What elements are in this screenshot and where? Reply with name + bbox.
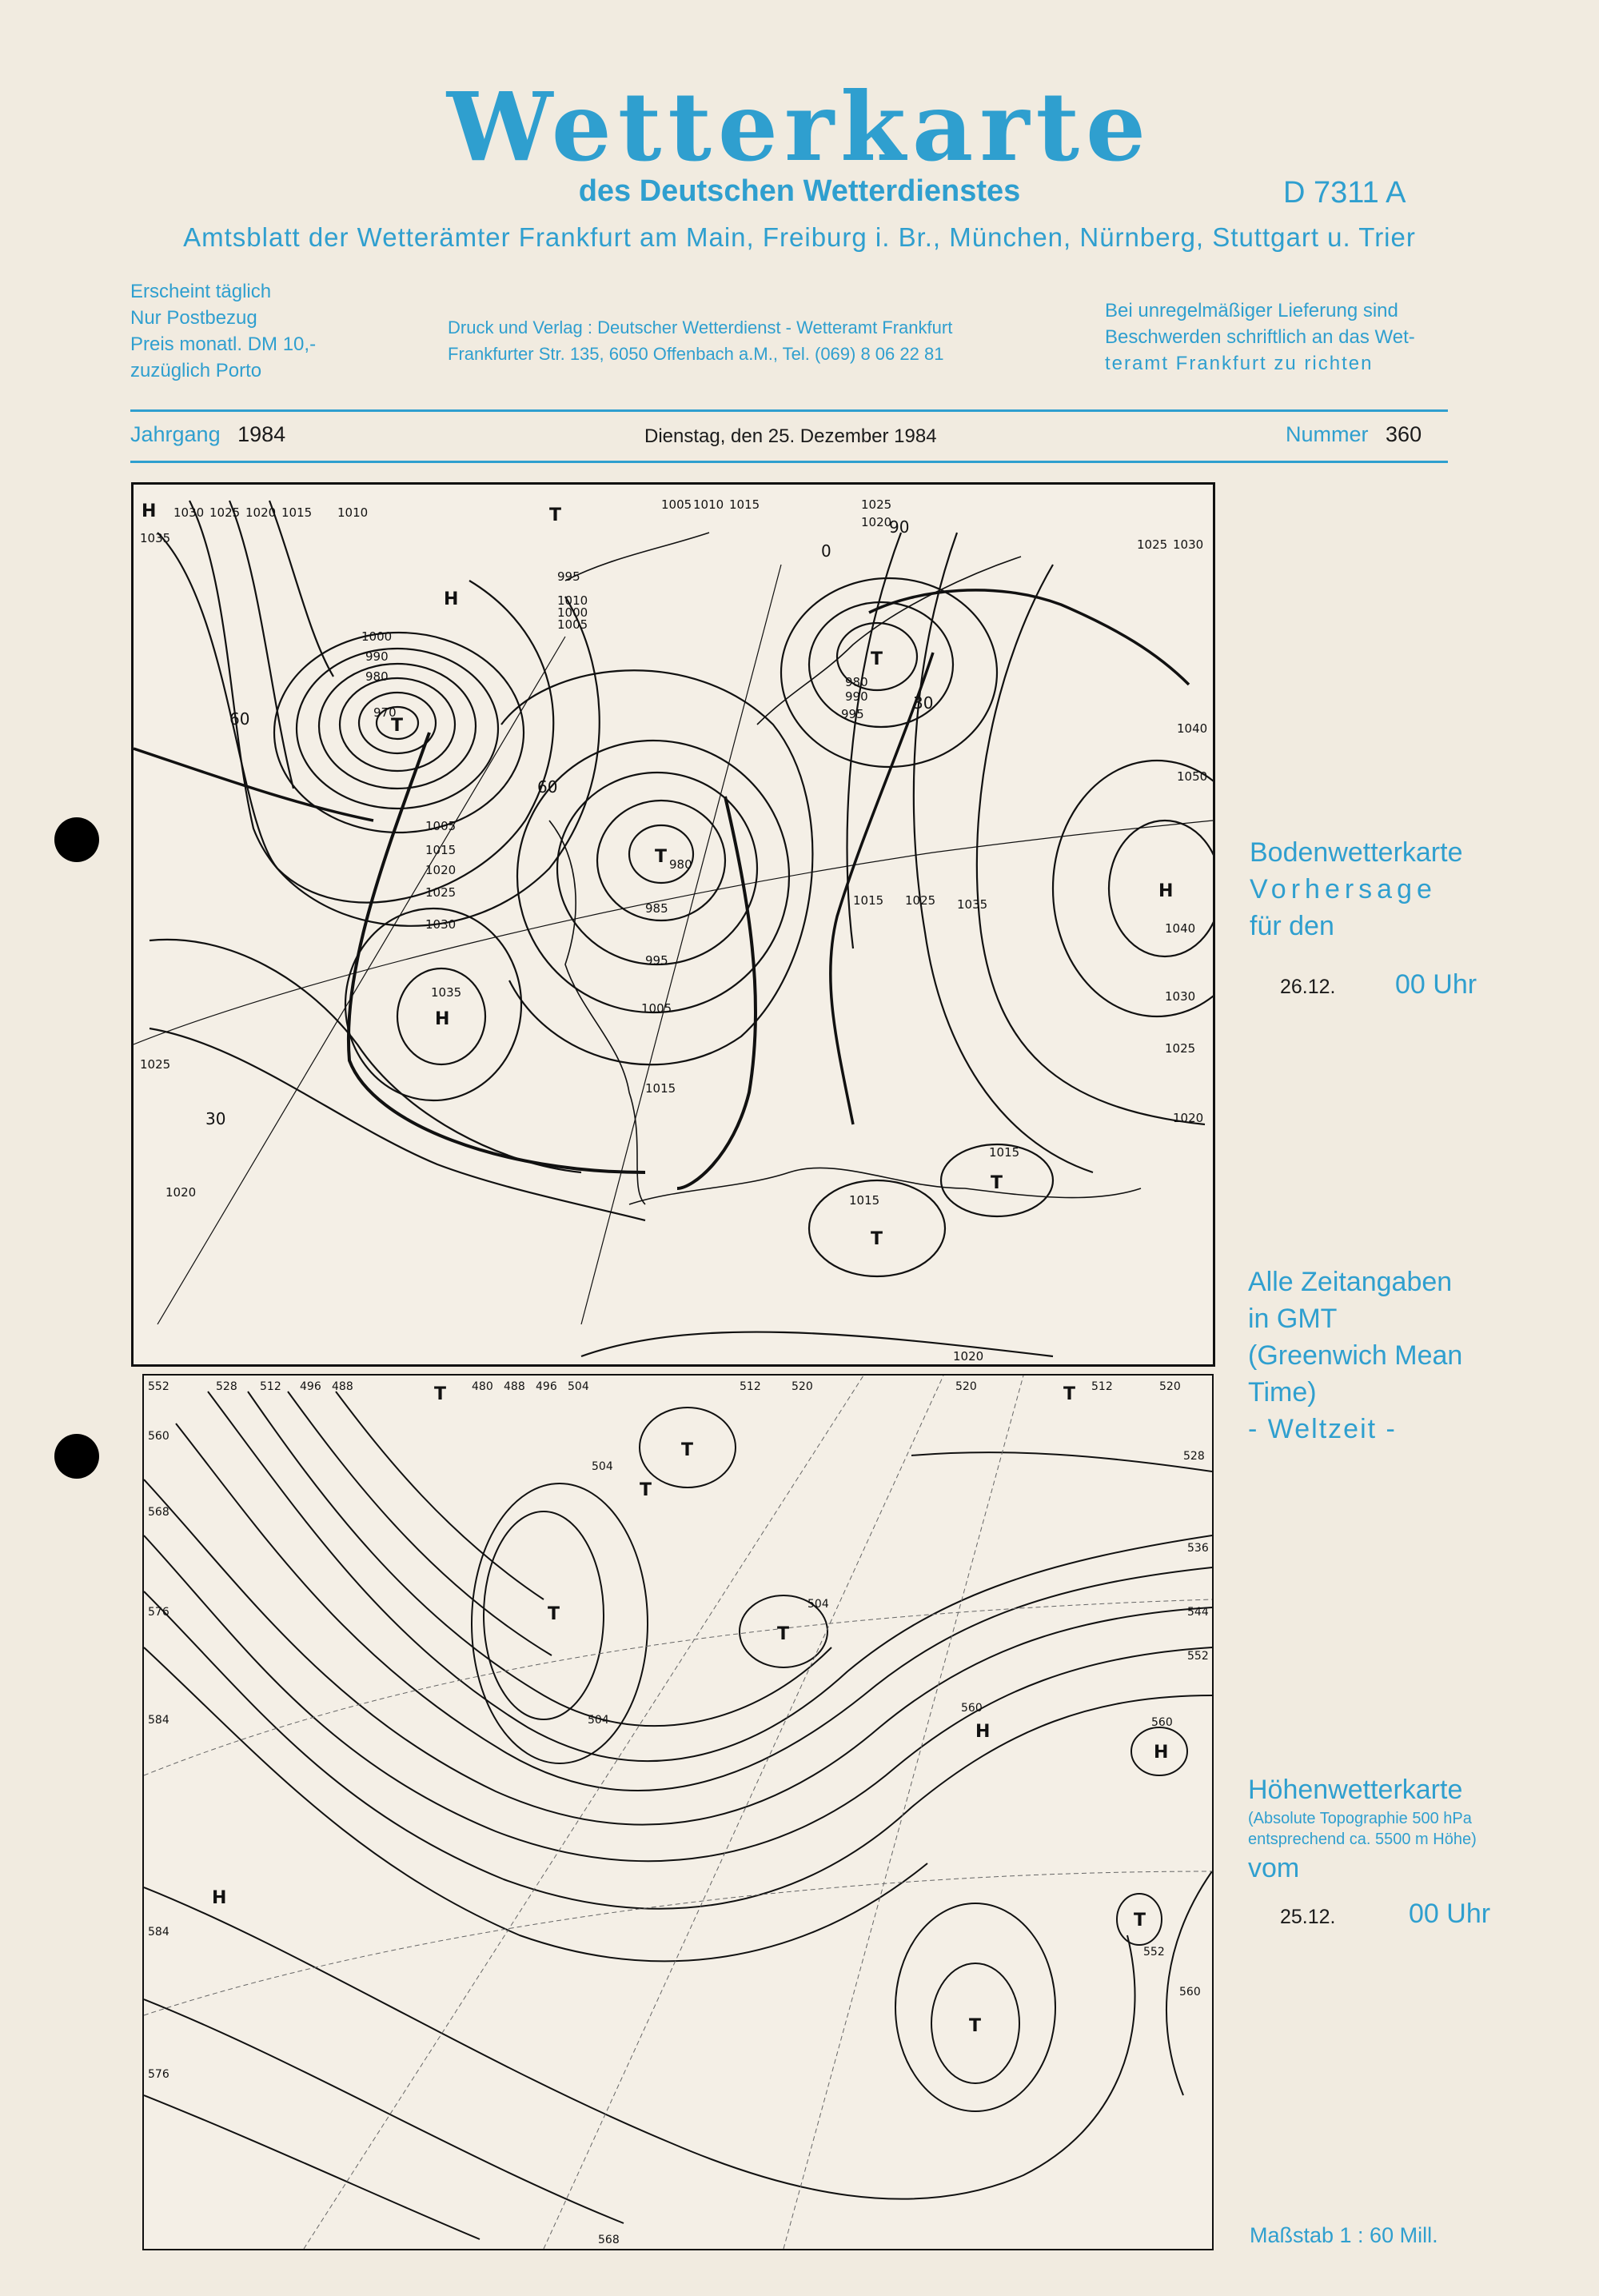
isobar-label: 1010 [693,497,724,512]
map-scale: Maßstab 1 : 60 Mill. [1250,2223,1438,2247]
contour-label: 504 [568,1380,589,1393]
isobar-label: 990 [365,649,389,664]
contour-label: 560 [1151,1716,1173,1729]
time-note-line: Alle Zeitangaben [1248,1267,1453,1297]
divider-top [130,409,1448,412]
isobar-label: 995 [645,953,668,968]
isobar-label: 1015 [281,505,313,520]
contour-label: 576 [148,1606,169,1619]
isobar-label: 1035 [140,531,171,545]
isobar-label: 1025 [1137,537,1168,552]
isobar-label: 1020 [1173,1111,1204,1125]
upper-air-map-drawing [144,1376,1212,2249]
surface-center-label: H [435,1009,450,1029]
complaint-info [1105,297,1415,377]
isotherm-label: 30 [205,1109,226,1128]
contour-label: 560 [1179,1986,1201,1999]
publisher-line: Frankfurter Str. 135, 6050 Offenbach a.M., Tel. (069) 8 06 22 81 [448,344,944,364]
isobar-label: 1025 [905,893,936,908]
complaint-line: teramt Frankfurt zu richten [1105,353,1374,374]
contour-label: 552 [148,1380,169,1393]
time-note [1248,1264,1462,1447]
isobar-label: 1005 [557,617,588,632]
isobar-label: 1035 [431,985,462,1000]
contour-label: 568 [598,2234,620,2246]
time-note-line: (Greenwich Mean [1248,1340,1463,1371]
isobar-label: 1010 [557,593,588,608]
contour-label: 504 [807,1598,829,1611]
upper-caption-note: (Absolute Topographie 500 hPa [1248,1810,1472,1827]
isobar-label: 1005 [425,819,457,833]
isobar-label: 1015 [989,1145,1020,1160]
isobar-label: 1020 [165,1185,197,1200]
isobar-label: 1000 [361,629,393,644]
surface-caption-title: Bodenwetterkarte [1250,837,1463,868]
publication-code: D 7311 A [1283,176,1406,210]
surface-valid-time: 00 Uhr [1395,969,1477,1000]
isobar-label: 1025 [1165,1041,1196,1056]
isobar-label: 1030 [1165,989,1196,1004]
surface-center-label: T [991,1173,1003,1193]
upper-center-label: T [1063,1384,1076,1404]
upper-caption-note: entsprechend ca. 5500 m Höhe) [1248,1831,1477,1848]
upper-center-label: T [777,1624,790,1644]
isobar-label: 1000 [557,605,588,620]
punch-hole-top [54,817,99,862]
surface-map [131,482,1215,1367]
contour-label: 584 [148,1926,169,1939]
contour-label: 576 [148,2068,169,2081]
surface-center-label: T [871,649,883,669]
isobar-label: 985 [645,901,668,916]
surface-center-label: H [142,501,157,521]
upper-center-label: T [1134,1911,1146,1931]
isobar-label: 1040 [1177,721,1208,736]
contour-label: 552 [1187,1650,1209,1663]
isobar-label: 1025 [209,505,241,520]
surface-valid-date: 26.12. [1280,976,1336,998]
masthead-subtitle: des Deutschen Wetterdienstes [578,174,1021,208]
contour-label: 512 [1091,1380,1113,1393]
upper-caption-title: Höhenwetterkarte [1248,1775,1463,1805]
surface-map-caption [1250,834,1463,944]
contour-label: 544 [1187,1606,1209,1619]
isobar-label: 1015 [425,843,457,857]
isobar-label: 1015 [853,893,884,908]
isobar-label: 1050 [1177,769,1208,784]
upper-center-label: H [212,1888,227,1908]
time-note-line: - Weltzeit - [1248,1414,1397,1444]
upper-center-label: T [681,1440,694,1460]
isobar-label: 1025 [861,497,892,512]
number-label: Nummer [1286,422,1369,446]
contour-label: 496 [536,1380,557,1393]
contour-label: 568 [148,1506,169,1519]
contour-label: 488 [332,1380,353,1393]
punch-hole-bottom [54,1434,99,1479]
isobar-label: 995 [841,707,864,721]
isotherm-label: 90 [889,517,910,537]
isobar-label: 995 [557,569,580,584]
contour-label: 496 [300,1380,321,1393]
contour-label: 512 [740,1380,761,1393]
masthead-title: Wetterkarte [446,71,1153,182]
upper-map-caption [1248,1771,1477,1887]
upper-caption-from: vom [1248,1853,1300,1883]
contour-label: 520 [955,1380,977,1393]
isobar-label: 1015 [645,1081,676,1096]
divider-bottom [130,461,1448,463]
upper-center-label: T [434,1384,447,1404]
contour-label: 520 [1159,1380,1181,1393]
contour-label: 584 [148,1714,169,1727]
time-note-line: Time) [1248,1377,1317,1408]
surface-center-label: T [549,505,562,525]
year-value: 1984 [237,422,286,446]
subscription-info [130,278,316,384]
contour-label: 528 [216,1380,237,1393]
surface-center-label: H [1158,881,1174,901]
isobar-label: 990 [845,689,868,704]
isobar-label: 1020 [425,863,457,877]
isobar-label: 1025 [140,1057,171,1072]
isobar-label: 1015 [729,497,760,512]
surface-center-label: H [444,589,459,609]
upper-valid-time: 00 Uhr [1409,1899,1491,1929]
isobar-label: 980 [365,669,389,684]
surface-caption-type: Vorhersage [1250,874,1437,904]
issue-number [1286,422,1422,447]
issue-date: Dienstag, den 25. Dezember 1984 [644,425,937,447]
isobar-label: 1030 [1173,537,1204,552]
contour-label: 536 [1187,1542,1209,1555]
isobar-label: 1025 [425,885,457,900]
contour-label: 480 [472,1380,493,1393]
isotherm-label: 0 [821,541,831,561]
isobar-label: 1035 [957,897,988,912]
upper-center-label: H [975,1722,991,1742]
complaint-line: Bei unregelmäßiger Lieferung sind [1105,300,1398,321]
contour-label: 520 [792,1380,813,1393]
upper-center-label: T [969,2016,982,2036]
contour-label: 488 [504,1380,525,1393]
isobar-label: 1005 [661,497,692,512]
number-value: 360 [1386,422,1422,446]
subscription-line: Erscheint täglich [130,281,272,302]
contour-label: 560 [961,1702,983,1715]
isobar-label: 1005 [641,1001,672,1016]
surface-map-drawing [134,485,1213,1364]
isobar-label: 1020 [245,505,277,520]
isobar-label: 980 [669,857,692,872]
isobar-label: 1020 [953,1349,984,1364]
subscription-line: Nur Postbezug [130,307,257,329]
amtsblatt-line: Amtsblatt der Wetterämter Frankfurt am Main, Freiburg i. Br., München, Nürnberg, Stuttgart u. Trier [183,222,1416,252]
contour-label: 560 [148,1430,169,1443]
isotherm-label: 30 [913,693,934,713]
time-note-line: in GMT [1248,1304,1338,1334]
subscription-line: Preis monatl. DM 10,- [130,333,317,355]
isobar-label: 1010 [337,505,369,520]
contour-label: 504 [592,1460,613,1473]
contour-label: 552 [1143,1946,1165,1959]
isobar-label: 1040 [1165,921,1196,936]
upper-center-label: T [548,1604,560,1624]
isobar-label: 980 [845,675,868,689]
isobar-label: 1030 [425,917,457,932]
surface-caption-for: für den [1250,911,1334,941]
publisher-info [448,314,952,367]
year-label: Jahrgang [130,422,221,446]
contour-label: 504 [588,1714,609,1727]
publisher-line: Druck und Verlag : Deutscher Wetterdienst - Wetteramt Frankfurt [448,317,953,337]
upper-center-label: T [640,1480,652,1500]
complaint-line: Beschwerden schriftlich an das Wet- [1105,326,1415,348]
issue-year [130,422,285,447]
isotherm-label: 60 [229,709,250,729]
isobar-label: 1015 [849,1193,880,1208]
upper-center-label: H [1154,1743,1169,1763]
subscription-line: zuzüglich Porto [130,360,262,381]
surface-center-label: T [391,716,404,736]
isobar-label: 1020 [861,515,892,529]
isobar-label: 970 [373,705,397,720]
upper-valid-date: 25.12. [1280,1906,1336,1928]
surface-center-label: T [871,1229,883,1249]
isobar-label: 1030 [173,505,205,520]
surface-center-label: T [655,847,668,867]
contour-label: 512 [260,1380,281,1393]
isotherm-label: 60 [537,777,558,797]
upper-air-map [142,1374,1214,2250]
contour-label: 528 [1183,1450,1205,1463]
